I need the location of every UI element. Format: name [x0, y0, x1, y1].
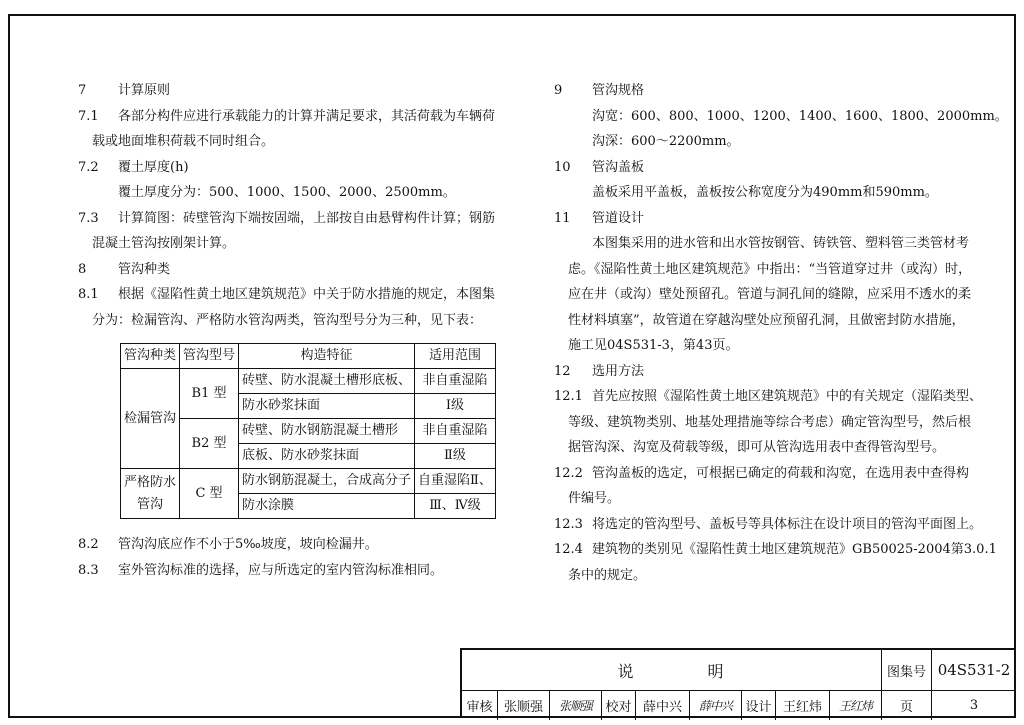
text-line — [554, 155, 974, 181]
section-text: 性材料填塞”，故管道在穿越沟壁处应预留孔洞，且做密封防水措施， — [568, 312, 965, 328]
title-block-row-top — [462, 650, 1016, 691]
section-number: 7.2 — [78, 159, 99, 175]
text-line — [78, 155, 483, 181]
section-text: 室外管沟标准的选择，应与所选定的室内管沟标准相同。 — [118, 562, 444, 578]
atlas-number: 04S531-2 — [937, 661, 1011, 679]
drawing-title: 说 明 — [462, 650, 882, 690]
title-block — [460, 648, 1016, 718]
text-line — [554, 333, 974, 359]
left-column — [78, 78, 496, 333]
section-number: 8.2 — [78, 537, 99, 552]
section-text: 管道设计 — [592, 210, 645, 226]
section-number: 10 — [554, 159, 571, 175]
section-text: 应在井（或沟）壁处预留孔。管道与洞孔间的缝隙，应采用不透水的柔 — [568, 287, 972, 302]
text-line — [78, 282, 496, 308]
table-header: 适用范围 — [415, 344, 496, 369]
reviewer-signature: 张顺强 — [550, 690, 602, 720]
table-cell-feature: 防水钢筋混凝土，合成高分子 — [239, 469, 415, 494]
text-line — [554, 461, 974, 487]
text-line — [554, 231, 974, 257]
section-text: 等级、建筑物类别、地基处理措施等综合考虑）确定管沟型号，然后根 — [568, 414, 972, 430]
text-line — [78, 257, 483, 283]
checker-name: 薛中兴 — [636, 690, 690, 720]
atlas-label: 图集号 — [882, 650, 932, 690]
section-text: 分为：检漏管沟、严格防水管沟两类，管沟型号分为三种，见下表： — [92, 312, 483, 328]
section-text: 据管沟深、沟宽及荷载等级，即可从管沟选用表中查得管沟型号。 — [568, 440, 946, 455]
section-text: 沟深：600～2200mm。 — [592, 134, 740, 149]
reviewer-name: 张顺强 — [498, 690, 550, 720]
section-text: 虑。《湿陷性黄土地区建筑规范》中指出：“当管道穿过井（或沟）时， — [568, 261, 972, 277]
table-cell-feature: 防水砂浆抹面 — [239, 394, 415, 419]
section-number: 12.1 — [554, 389, 583, 404]
text-line — [554, 104, 1008, 130]
section-number: 7.1 — [78, 108, 99, 124]
text-line — [554, 129, 974, 155]
section-number: 8 — [78, 261, 87, 277]
table-cell-feature: 底板、防水砂浆抹面 — [239, 444, 415, 469]
checker-signature: 薛中兴 — [690, 690, 742, 720]
text-line — [554, 257, 974, 283]
table-cell-feature: 防水涂膜 — [239, 494, 415, 519]
table-cell-range: 自重湿陷Ⅱ、 — [415, 469, 496, 494]
table-cell-kind: 严格防水管沟 — [121, 469, 180, 519]
section-number: 12.3 — [554, 516, 583, 532]
section-text: 覆土厚度(h) — [118, 159, 189, 175]
table-header-row — [121, 344, 496, 369]
section-text: 覆土厚度分为：500、1000、1500、2000、2500mm。 — [118, 185, 456, 200]
page-label: 页 — [882, 690, 932, 720]
section-text: 各部分构件应进行承载能力的计算并满足要求，其活荷载为车辆荷 — [118, 108, 496, 124]
table-cell-feature: 砖壁、防水混凝土槽形底板、 — [239, 369, 415, 394]
text-line — [78, 104, 496, 130]
section-text: 条中的规定。 — [568, 567, 647, 583]
text-line — [554, 563, 974, 589]
section-text: 根据《湿陷性黄土地区建筑规范》中关于防水措施的规定，本图集 — [118, 287, 496, 302]
section-text: 本图集采用的进水管和出水管按钢管、铸铁管、塑料管三类管材考 — [592, 236, 970, 251]
section-text: 管沟盖板 — [592, 159, 645, 175]
text-line — [78, 308, 483, 334]
section-text: 计算原则 — [118, 83, 171, 98]
table-header: 构造特征 — [239, 344, 415, 369]
text-line — [554, 512, 983, 538]
table-cell-range: Ⅲ、Ⅳ级 — [415, 494, 496, 519]
section-text: 沟宽：600、800、1000、1200、1400、1600、1800、2000mm。 — [592, 108, 1008, 124]
section-text: 建筑物的类别见《湿陷性黄土地区建筑规范》GB50025-2004第3.0.1 — [592, 542, 997, 557]
text-line — [554, 537, 997, 563]
section-number: 11 — [554, 210, 571, 226]
section-text: 施工见04S531-3，第43页。 — [568, 338, 739, 353]
table-cell-model: B1 型 — [180, 369, 239, 419]
designer-signature: 王红炜 — [830, 690, 882, 720]
section-text: 混凝土管沟按刚架计算。 — [92, 236, 236, 251]
table-cell-model: C 型 — [180, 469, 239, 519]
table-header: 管沟型号 — [180, 344, 239, 369]
text-line — [78, 231, 483, 257]
table-row — [121, 369, 496, 394]
text-line — [78, 206, 496, 232]
text-line — [554, 206, 974, 232]
design-label: 设计 — [742, 690, 776, 720]
text-line — [554, 78, 974, 104]
left-column-after-table — [78, 532, 483, 583]
text-line — [554, 180, 974, 206]
section-number: 12 — [554, 363, 571, 379]
right-column — [554, 78, 1008, 588]
section-text: 盖板采用平盖板，盖板按公称宽度分为490mm和590mm。 — [592, 185, 938, 200]
review-label: 审核 — [462, 690, 498, 720]
text-line — [78, 558, 483, 584]
table-cell-range: Ⅰ级 — [415, 394, 496, 419]
text-line — [554, 384, 983, 410]
table-cell-range: 非自重湿陷 — [415, 369, 496, 394]
table-header: 管沟种类 — [121, 344, 180, 369]
table-cell-kind: 检漏管沟 — [121, 369, 180, 469]
table-cell-model: B2 型 — [180, 419, 239, 469]
section-text: 管沟种类 — [118, 261, 171, 277]
designer-name: 王红炜 — [776, 690, 830, 720]
table-cell-feature: 砖壁、防水钢筋混凝土槽形 — [239, 419, 415, 444]
text-line — [554, 486, 974, 512]
text-line — [78, 129, 483, 155]
title-block-row-bottom — [462, 690, 1016, 720]
text-line — [78, 532, 483, 558]
text-line — [554, 410, 974, 436]
check-label: 校对 — [602, 690, 636, 720]
text-line — [554, 359, 974, 385]
section-number: 8.1 — [78, 287, 99, 302]
pipe-trench-type-table — [120, 343, 496, 519]
section-number: 8.3 — [78, 562, 99, 578]
section-text: 将选定的管沟型号、盖板号等具体标注在设计项目的管沟平面图上。 — [592, 516, 983, 532]
section-text: 载或地面堆积荷载不同时组合。 — [92, 134, 275, 149]
text-line — [78, 78, 483, 104]
text-line — [78, 180, 483, 206]
section-number: 12.2 — [554, 465, 583, 481]
section-text: 首先应按照《湿陷性黄土地区建筑规范》中的有关规定（湿陷类型、 — [592, 389, 983, 404]
text-line — [554, 308, 974, 334]
section-number: 12.4 — [554, 542, 583, 557]
table-cell-range: 非自重湿陷 — [415, 419, 496, 444]
text-line — [554, 282, 974, 308]
section-text: 管沟规格 — [592, 83, 645, 98]
page-number: 3 — [969, 697, 979, 713]
section-text: 选用方法 — [592, 363, 645, 379]
table-row — [121, 469, 496, 494]
table-cell-range: Ⅱ级 — [415, 444, 496, 469]
section-text: 计算简图：砖壁管沟下端按固端，上部按自由悬臂构件计算；钢筋 — [118, 210, 496, 226]
section-text: 管沟沟底应作不小于5‰坡度，坡向检漏井。 — [118, 537, 378, 552]
section-text: 管沟盖板的选定，可根据已确定的荷载和沟宽，在选用表中查得构 — [592, 465, 970, 481]
section-number: 7.3 — [78, 210, 99, 226]
section-number: 9 — [554, 83, 563, 98]
section-number: 7 — [78, 83, 87, 98]
section-text: 件编号。 — [568, 491, 621, 506]
text-line — [554, 435, 974, 461]
